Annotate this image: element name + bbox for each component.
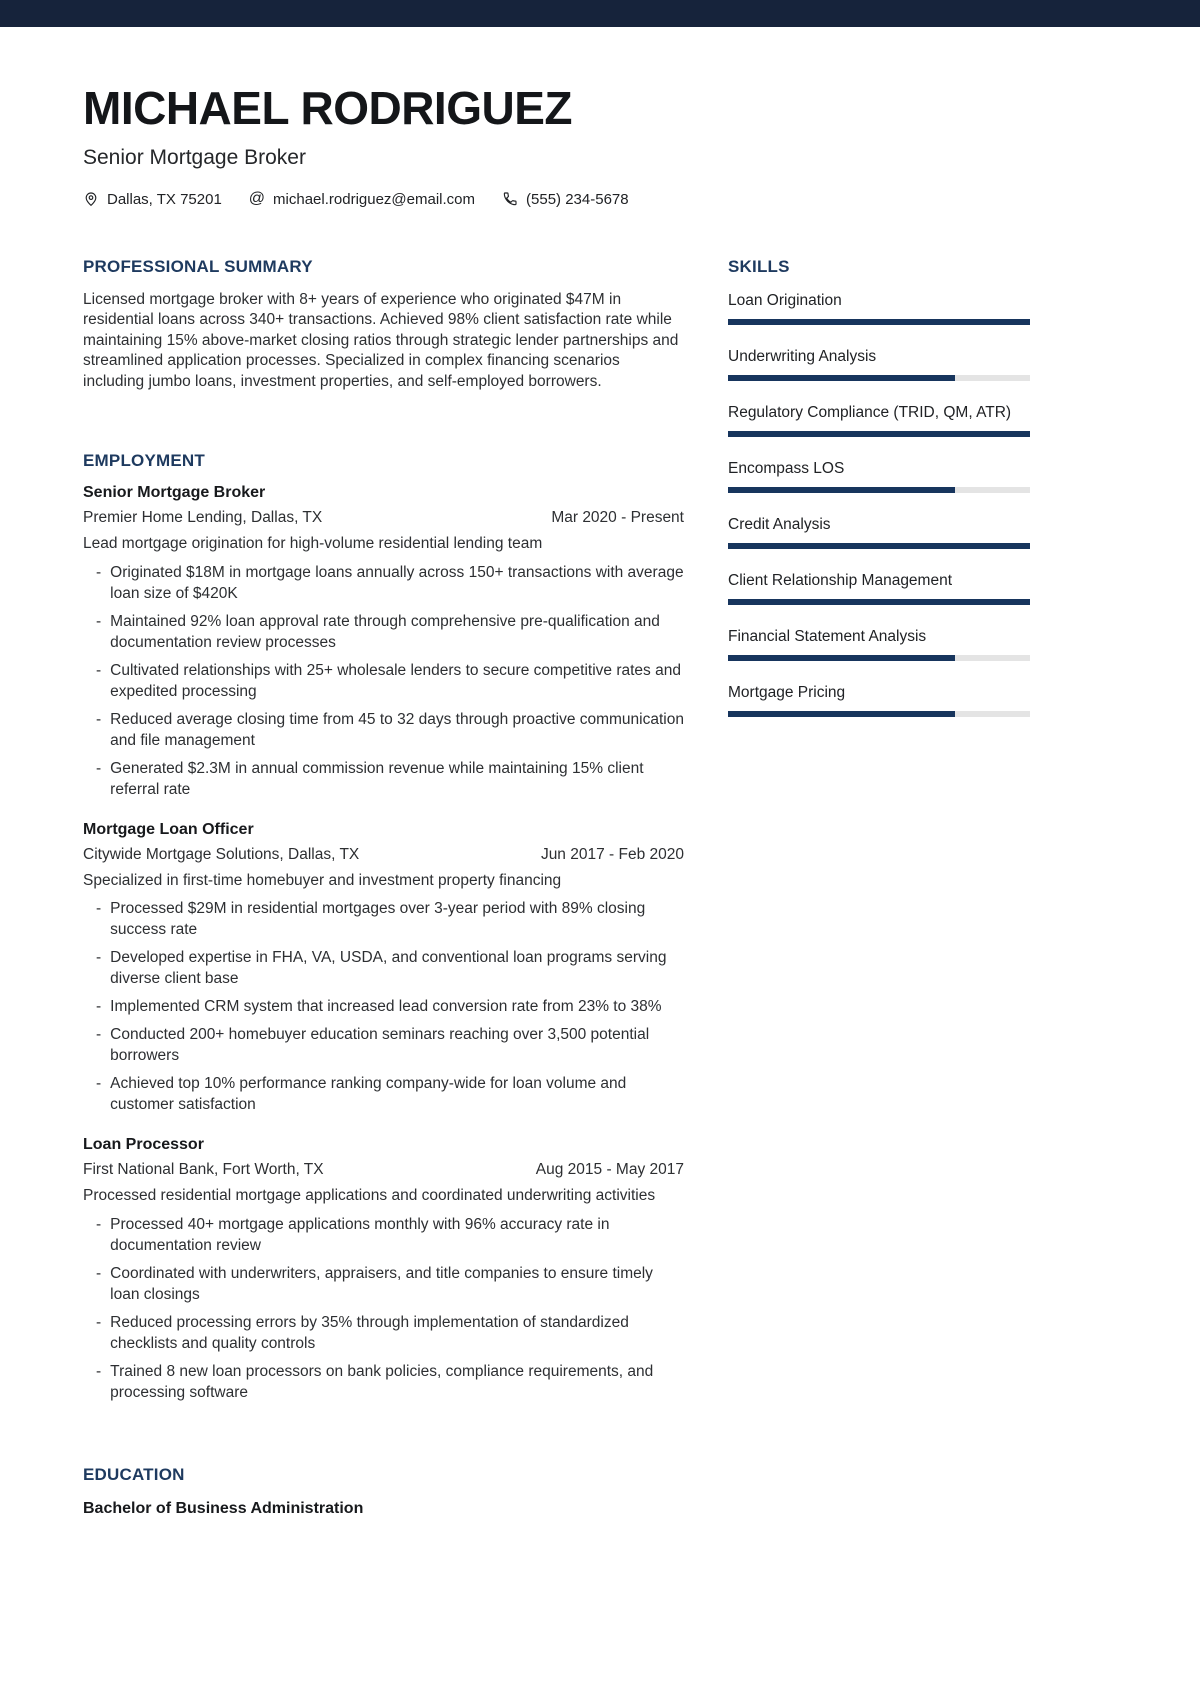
person-name: MICHAEL RODRIGUEZ	[83, 82, 572, 134]
skill-item	[728, 348, 1030, 381]
bullet-text: Conducted 200+ homebuyer education seminars reaching over 3,500 potential borrowers	[110, 1026, 650, 1065]
bullet-dash: -	[96, 1075, 102, 1093]
bullet-text: Cultivated relationships with 25+ wholesale lenders to secure competitive rates and expedited processing	[110, 661, 681, 700]
bullet-text: Generated $2.3M in annual commission revenue while maintaining 15% client referral rate	[110, 759, 644, 798]
skill-bar-track	[728, 375, 1030, 381]
skill-bar-fill	[728, 487, 955, 493]
job-bullet	[83, 898, 684, 940]
bullet-dash: -	[96, 949, 102, 967]
bullet-dash: -	[96, 710, 102, 728]
skills-heading: SKILLS	[728, 256, 790, 276]
skill-item	[728, 572, 1030, 605]
person-title: Senior Mortgage Broker	[83, 145, 306, 169]
job-dates: Aug 2015 - May 2017	[535, 1161, 684, 1179]
job-company-row	[83, 846, 684, 864]
skill-item	[728, 628, 1030, 661]
skill-item	[728, 516, 1030, 549]
summary-heading: PROFESSIONAL SUMMARY	[83, 256, 313, 276]
header	[83, 82, 1117, 208]
job-bullet	[83, 1073, 684, 1115]
skill-label: Regulatory Compliance (TRID, QM, ATR)	[728, 403, 1012, 421]
skill-bar-fill	[728, 711, 955, 717]
skill-label: Underwriting Analysis	[728, 347, 877, 365]
contact-location-text: Dallas, TX 75201	[107, 190, 222, 208]
contact-phone	[502, 191, 629, 208]
education-heading: EDUCATION	[83, 1464, 185, 1484]
job-bullet	[83, 611, 684, 653]
contact-email-text: michael.rodriguez@email.com	[273, 190, 476, 208]
job-bullet	[83, 1024, 684, 1066]
bullet-dash: -	[96, 759, 102, 777]
skill-item	[728, 292, 1030, 325]
jobs-list	[83, 484, 684, 1403]
bullet-dash: -	[96, 1313, 102, 1331]
job-bullets	[83, 1214, 684, 1403]
skill-item	[728, 460, 1030, 493]
skills-list	[728, 292, 1030, 717]
email-at-icon: @	[248, 190, 266, 208]
job-company: Premier Home Lending, Dallas, TX	[83, 509, 323, 527]
summary-text: Licensed mortgage broker with 8+ years of experience who originated $47M in residential loans across 340+ transactions. Achieved 98% client satisfaction rate while maintaining 15% above-market closing ratios through strategic lender partnerships and streamlined application processes. Specialized in complex financing scenarios including jumbo loans, investment properties, and self-employed borrowers.	[83, 290, 679, 390]
bullet-text: Originated $18M in mortgage loans annually across 150+ transactions with average loan size of $420K	[110, 563, 684, 602]
location-pin-icon	[83, 191, 99, 207]
skill-bar-track	[728, 599, 1030, 605]
skill-label: Loan Origination	[728, 291, 842, 309]
bullet-dash: -	[96, 661, 102, 679]
bullet-dash: -	[96, 563, 102, 581]
bullet-dash: -	[96, 998, 102, 1016]
job-description: Specialized in first-time homebuyer and investment property financing	[83, 871, 562, 889]
skill-bar-track	[728, 431, 1030, 437]
job-bullet	[83, 758, 684, 800]
bullet-dash: -	[96, 1264, 102, 1282]
skill-label: Mortgage Pricing	[728, 683, 846, 701]
job-bullet	[83, 709, 684, 751]
job-bullet	[83, 660, 684, 702]
skill-bar-track	[728, 711, 1030, 717]
skill-item	[728, 684, 1030, 717]
job-dates: Mar 2020 - Present	[551, 509, 684, 527]
bullet-text: Maintained 92% loan approval rate through comprehensive pre-qualification and documentation review processes	[110, 612, 660, 651]
job-title: Loan Processor	[83, 1136, 204, 1154]
job-bullets	[83, 898, 684, 1115]
skill-bar-fill	[728, 319, 1030, 325]
bullet-text: Reduced processing errors by 35% through implementation of standardized checklists and quality controls	[110, 1313, 629, 1352]
education-section	[83, 1465, 684, 1518]
employment-section	[83, 451, 684, 1403]
skill-bar-fill	[728, 599, 1030, 605]
job-company: Citywide Mortgage Solutions, Dallas, TX	[83, 845, 360, 863]
skill-bar-fill	[728, 375, 955, 381]
top-accent-bar	[0, 0, 1200, 27]
job-bullets	[83, 562, 684, 800]
bullet-text: Implemented CRM system that increased lead conversion rate from 23% to 38%	[110, 998, 662, 1016]
skill-label: Client Relationship Management	[728, 571, 953, 589]
skills-section	[728, 257, 1030, 717]
skill-label: Financial Statement Analysis	[728, 627, 927, 645]
bullet-text: Processed $29M in residential mortgages over 3-year period with 89% closing success rate	[110, 900, 646, 939]
job-bullet	[83, 1361, 684, 1403]
job-description: Processed residential mortgage applications and coordinated underwriting activities	[83, 1187, 656, 1205]
bullet-dash: -	[96, 1026, 102, 1044]
job-title: Senior Mortgage Broker	[83, 484, 266, 502]
summary-section	[83, 257, 684, 393]
bullet-text: Coordinated with underwriters, appraisers, and title companies to ensure timely loan closings	[110, 1264, 653, 1303]
job-company-row	[83, 509, 684, 527]
skill-bar-track	[728, 487, 1030, 493]
job-title: Mortgage Loan Officer	[83, 820, 254, 838]
contact-phone-text: (555) 234-5678	[526, 190, 629, 208]
bullet-dash: -	[96, 1362, 102, 1380]
contact-email	[249, 191, 475, 208]
contact-location	[83, 191, 222, 208]
job-bullet	[83, 1312, 684, 1354]
bullet-dash: -	[96, 1215, 102, 1233]
resume-content	[0, 27, 1200, 1518]
bullet-text: Processed 40+ mortgage applications monthly with 96% accuracy rate in documentation review	[110, 1215, 610, 1254]
skill-bar-track	[728, 655, 1030, 661]
skill-bar-fill	[728, 655, 955, 661]
skill-bar-fill	[728, 543, 1030, 549]
job-company-row	[83, 1161, 684, 1179]
main-column	[83, 257, 684, 1518]
job-bullet	[83, 947, 684, 989]
employment-heading: EMPLOYMENT	[83, 451, 205, 471]
contact-row	[83, 191, 1117, 208]
bullet-dash: -	[96, 900, 102, 918]
bullet-text: Achieved top 10% performance ranking company-wide for loan volume and customer satisfaction	[110, 1075, 627, 1114]
bullet-text: Reduced average closing time from 45 to 32 days through proactive communication and file management	[110, 710, 684, 749]
degree: Bachelor of Business Administration	[83, 1499, 364, 1517]
job-entry	[83, 1136, 684, 1403]
skill-bar-track	[728, 319, 1030, 325]
job-dates: Jun 2017 - Feb 2020	[540, 845, 684, 863]
job-company: First National Bank, Fort Worth, TX	[83, 1161, 324, 1179]
job-bullet	[83, 562, 684, 604]
job-description: Lead mortgage origination for high-volume residential lending team	[83, 535, 543, 553]
job-entry	[83, 821, 684, 1116]
job-bullet	[83, 1214, 684, 1256]
bullet-text: Trained 8 new loan processors on bank policies, compliance requirements, and processing software	[110, 1362, 654, 1401]
skill-bar-track	[728, 543, 1030, 549]
bullet-text: Developed expertise in FHA, VA, USDA, and conventional loan programs serving diverse client base	[110, 949, 667, 988]
skill-label: Credit Analysis	[728, 515, 831, 533]
bullet-dash: -	[96, 612, 102, 630]
skill-label: Encompass LOS	[728, 459, 845, 477]
job-bullet	[83, 1263, 684, 1305]
sidebar-column	[728, 257, 1030, 1518]
skill-item	[728, 404, 1030, 437]
two-column-layout	[83, 257, 1117, 1518]
skill-bar-fill	[728, 431, 1030, 437]
phone-icon	[502, 191, 518, 207]
job-entry	[83, 484, 684, 800]
job-bullet	[83, 996, 684, 1017]
